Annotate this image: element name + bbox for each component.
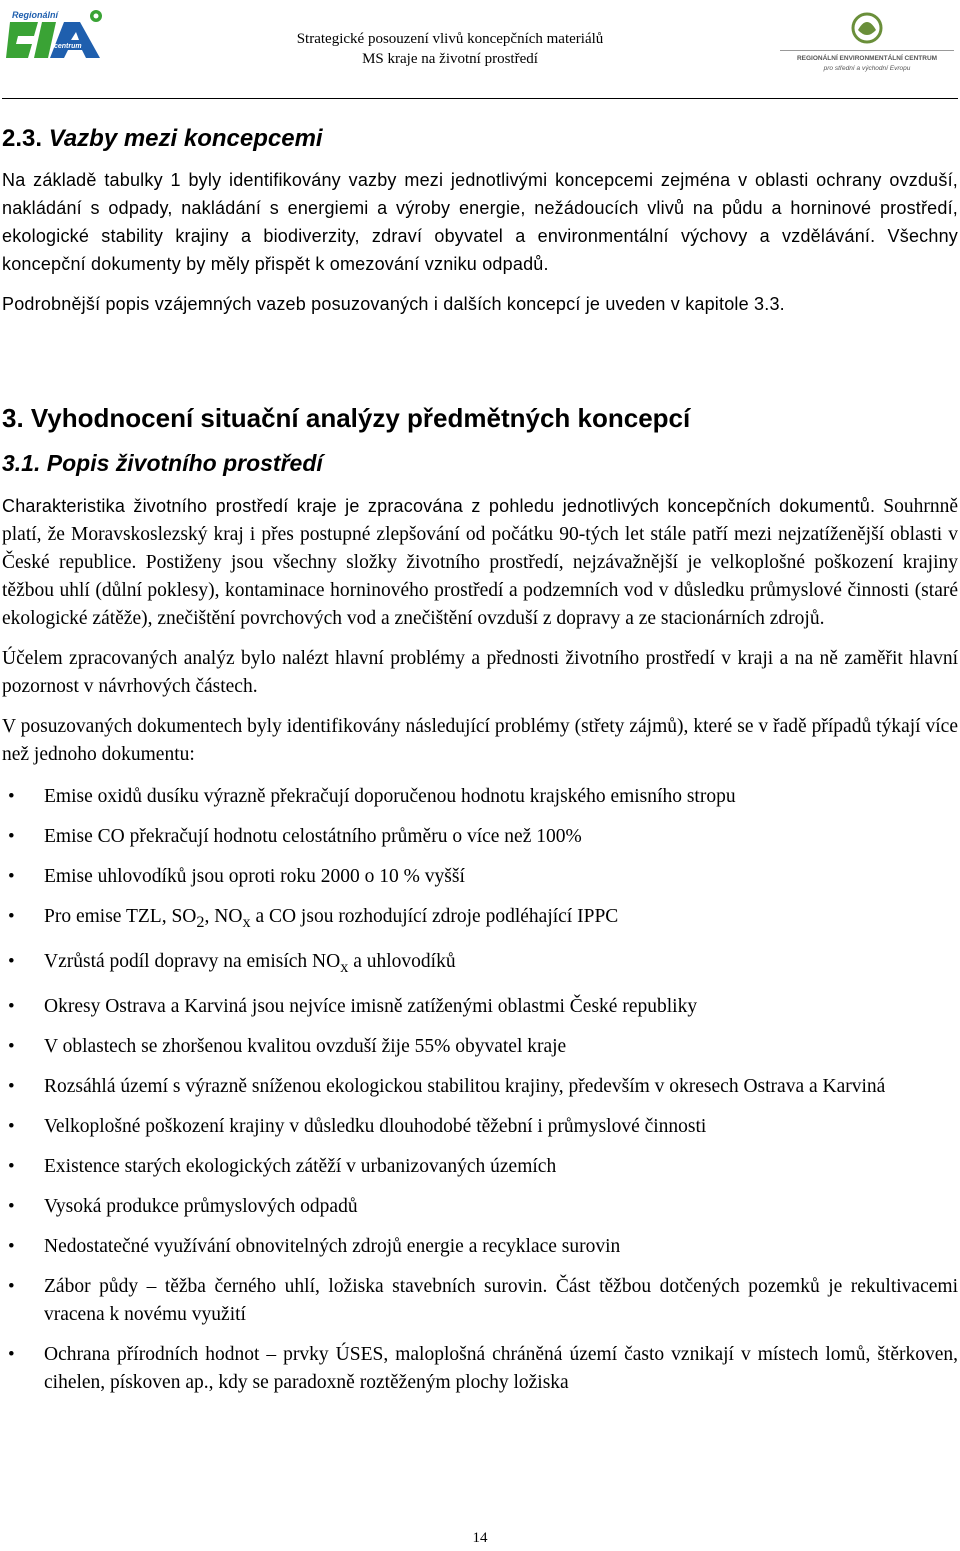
rec-logo [778,6,956,76]
section-2-3-paragraph-1 [2,166,958,278]
svg-text:REGIONÁLNÍ ENVIRONMENTÁLNÍ CEN: REGIONÁLNÍ ENVIRONMENTÁLNÍ CENTRUM [796,55,938,62]
section-title: Vazby mezi koncepcemi [48,125,323,152]
list-item: • Emise oxidů dusíku výrazně překračují doporučenou hodnotu krajského emisního stropu [2,783,958,811]
list-item: • Emise uhlovodíků jsou oproti roku 2000 o 10 % vyšší [2,863,958,891]
svg-text:centrum: centrum [54,43,82,50]
list-item: • Vysoká produkce průmyslových odpadů [2,1193,958,1221]
list-item-text: Vzrůstá podíl dopravy na emisích NO [44,950,341,972]
header-title-line2: MS kraje na životní prostředí [362,51,538,67]
paragraph-text: Souhrnně platí, že Moravskoslezský kraj i přes postupné zlepšování od počátku 90-tých let stále patří mezi nejzatíženější oblasti v České republice. Postiženy jsou všechny složky životního prostředí, nejzávažnější je velkoplošné poškození krajiny těžbou uhlí (důlní poklesy), kontaminace horninového prostředí a podzemních vod v důsledku průmyslové činnosti (staré ekologické zátěže), znečištění povrchových vod a znečištění ovzduší z dopravy a ze stacionárních zdrojů. [2,496,958,629]
subscript: 2 [196,912,205,931]
list-item-text: Pro emise TZL, SO [44,906,197,927]
section-number: 2.3. [2,125,43,152]
list-item-text: a CO jsou rozhodující zdroje podléhající IPPC [250,906,619,927]
regional-eia-centre-logo [4,6,108,68]
list-item [2,948,958,981]
list-item [2,903,958,936]
list-item-text: , NO [204,906,243,927]
header-title-line1: Strategické posouzení vlivů koncepčních materiálů [296,31,604,47]
page-header [0,0,960,104]
list-item: • Zábor půdy – těžba černého uhlí, ložiska stavebních surovin. Část těžbou dotčených pozemků je rekultivacemi vracena k novému využití [2,1273,958,1329]
paragraph-text: Všechny koncepční dokumenty by měly přispět k omezování vzniku odpadů. [2,226,958,274]
list-item: • Emise CO překračují hodnotu celostátního průměru o více než 100% [2,823,958,851]
section-2-3-heading [2,124,958,154]
list-item: • Existence starých ekologických zátěží v urbanizovaných územích [2,1153,958,1181]
subscript: x [242,912,251,931]
paragraph-text: Charakteristika životního prostředí kraje je zpracována z pohledu jednotlivých koncepčních dokumentů. [2,496,876,516]
list-item: • Okresy Ostrava a Karviná jsou nejvíce imisně zatíženými oblastmi České republiky [2,993,958,1021]
list-item-text: a uhlovodíků [348,950,456,972]
paragraph-text: Na základě tabulky 1 byly identifikovány vazby mezi jednotlivými koncepcemi zejména v oblasti ochrany ovzduší, nakládání s odpady, nakládání s energiemi a výroby energie, nežádoucích vlivů na půdu a horninové prostředí, ekologické stability krajiny a biodiverzity, zdraví obyvatel a environmentální výchovy a vzdělávání. [2,170,958,246]
section-3-1-heading: 3.1. Popis životního prostředí [2,450,323,476]
list-item: • Ochrana přírodních hodnot – prvky ÚSES, maloplošná chráněná území často vznikají v místech lomů, štěrkoven, cihelen, pískoven ap., kdy se paradoxně roztěženým plochy ložiska [2,1341,958,1397]
problems-list [2,783,958,1397]
section-3-1-paragraph-1 [2,492,958,633]
list-item: • Nedostatečné využívání obnovitelných zdrojů energie a recyklace surovin [2,1233,958,1261]
section-3-1-paragraph-3: V posuzovaných dokumentech byly identifikovány následující problémy (střety zájmů), které se v řadě případů týkají více než jednoho dokumentu: [2,716,958,765]
section-3-1-paragraph-2: Účelem zpracovaných analýz bylo nalézt hlavní problémy a přednosti životního prostředí v kraji a na ně zaměřit hlavní pozornost v návrhových částech. [2,648,958,697]
page-content [2,124,958,1409]
list-item: • Velkoplošné poškození krajiny v důsledku dlouhodobé těžební i průmyslové činnosti [2,1113,958,1141]
subscript: x [340,957,349,976]
section-3-heading: 3. Vyhodnocení situační analýzy předmětných koncepcí [2,403,691,433]
svg-text:Regionální: Regionální [12,10,59,20]
svg-text:pro střední a východní Evropu: pro střední a východní Evropu [823,65,911,72]
page-number: 14 [472,1530,488,1546]
header-divider [2,98,958,99]
list-item: • V oblastech se zhoršenou kvalitou ovzduší žije 55% obyvatel kraje [2,1033,958,1061]
list-item: • Rozsáhlá území s výrazně sníženou ekologickou stabilitou krajiny, především v okresech Ostrava a Karviná [2,1073,958,1101]
section-2-3-paragraph-2: Podrobnější popis vzájemných vazeb posuzovaných i dalších koncepcí je uveden v kapitole 3.3. [2,294,785,314]
